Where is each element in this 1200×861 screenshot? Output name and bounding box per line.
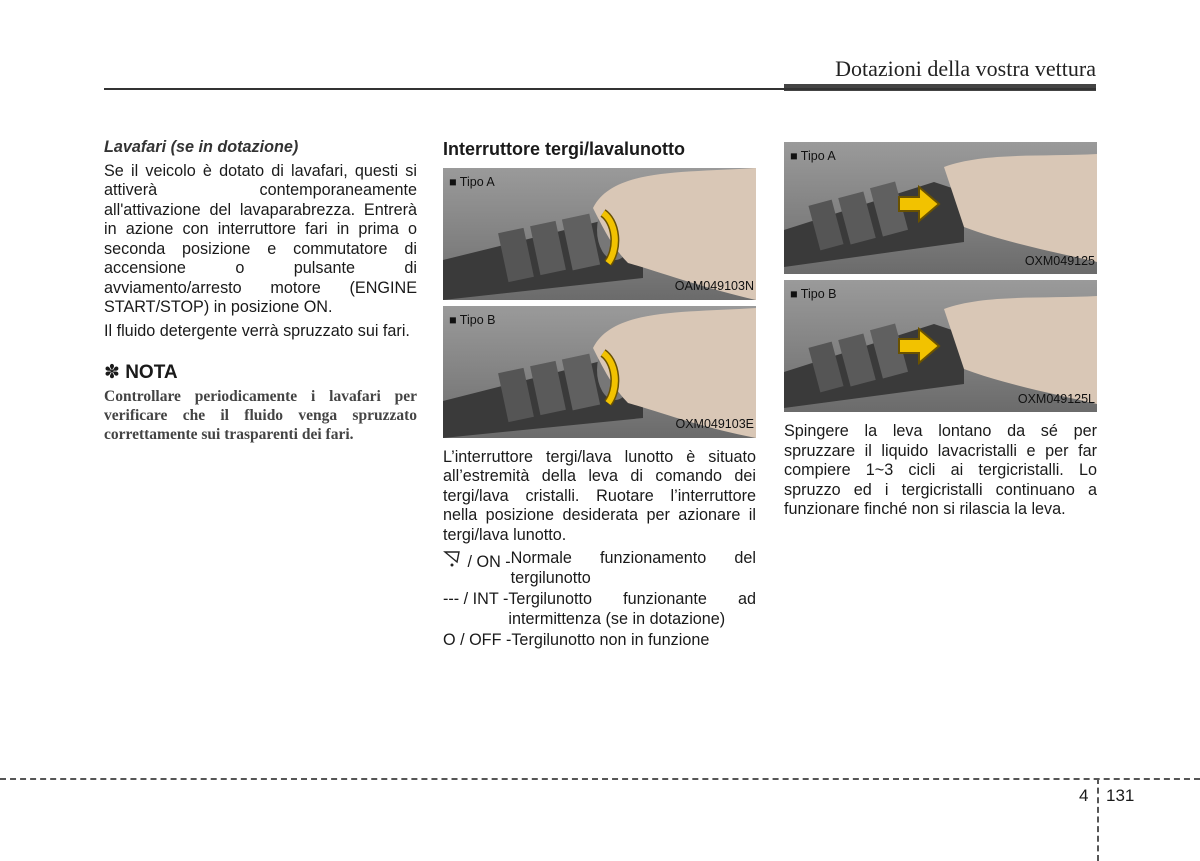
figure-label: ■ Tipo A: [449, 174, 495, 189]
figure-code: OAM049103N: [674, 279, 754, 293]
list-value-off: Tergilunotto non in funzione: [511, 631, 710, 649]
figure-rear-wiper-type-a: [443, 168, 756, 300]
list-key-on: / ON -: [467, 553, 511, 571]
paragraph-lavafari: Se il veicolo è dotato di lavafari, questi si attiverà contemporaneamente all'attivazione del lavaparabrezza. Entrerà in azione con interruttore fari in prima o seconda posizione e commutatore di accensione o pulsante di avviamento/arresto motore (ENGINE START/STOP) in posizione ON.: [104, 161, 417, 316]
page-header-title: Dotazioni della vostra vettura: [835, 56, 1096, 81]
column-middle: [443, 138, 756, 653]
figure-label: ■ Tipo B: [449, 312, 496, 327]
column-right: [784, 142, 1097, 524]
paragraph-rear-wiper: L’interruttore tergi/lava lunotto è situato all’estremità della leva di comando dei tergi/lava cristalli. Ruotare l’interruttore nella posizione desiderata per azionare il tergi/lava lunotto.: [443, 447, 756, 544]
nota-title: ✽ NOTA: [104, 362, 178, 383]
section-title-rear-wiper: Interruttore tergi/lavalunotto: [443, 139, 686, 159]
figure-washer-type-b: [784, 280, 1097, 412]
list-key-int: --- / INT -: [443, 590, 509, 608]
figure-washer-type-a: [784, 142, 1097, 274]
paragraph-fluido: Il fluido detergente verrà spruzzato sui fari.: [104, 321, 410, 340]
nota-body: Controllare periodicamente i lavafari per verificare che il fluido venga spruzzato correttamente sui trasparenti dei fari.: [104, 387, 417, 443]
figure-label: ■ Tipo A: [790, 149, 836, 163]
header-rule: [104, 88, 1096, 90]
figure-code: OXM049103E: [675, 417, 754, 431]
footer-dashed-rule: [0, 778, 1200, 780]
figure-code: OXM049125: [1024, 253, 1095, 268]
list-item-int: [443, 590, 756, 629]
figure-code: OXM049125L: [1017, 391, 1095, 406]
page-chapter-number: 4: [1079, 786, 1089, 805]
list-value-on: Normale funzionamento del tergilunotto: [510, 549, 756, 587]
list-value-int: Tergilunotto funzionante ad intermittenza (se in dotazione): [508, 590, 756, 628]
list-key-off: O / OFF -: [443, 631, 512, 649]
list-item-off: [443, 631, 756, 651]
figure-rear-wiper-type-b: [443, 306, 756, 438]
page-number: 131: [1106, 786, 1135, 805]
list-item-on: [443, 549, 756, 588]
footer-vertical-dashed-rule: [1097, 778, 1099, 861]
figure-label: ■ Tipo B: [790, 287, 837, 301]
column-left: [104, 138, 417, 444]
paragraph-washer: Spingere la leva lontano da sé per spruzzare il liquido lavacristalli e per far compiere 1~3 cicli ai tergicristalli. Lo spruzzo ed i tergicristalli continuano a funzionare finché non si rilascia la leva.: [784, 422, 1097, 518]
wiper-icon: [443, 549, 463, 567]
subheading-lavafari: Lavafari (se in dotazione): [104, 138, 299, 156]
